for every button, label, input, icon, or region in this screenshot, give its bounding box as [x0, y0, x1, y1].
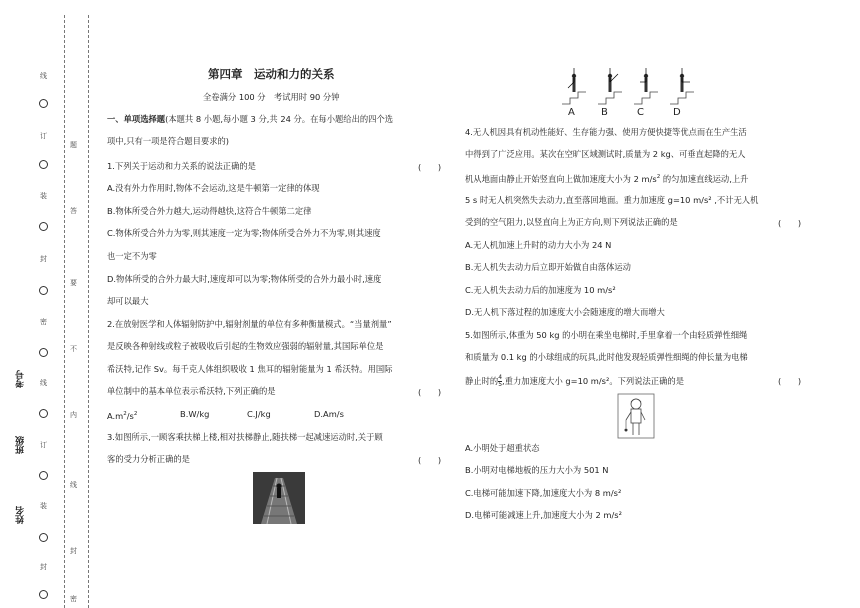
q1-stem: 1.下列关于运动和力关系的说法正确的是	[107, 161, 256, 171]
q3-line2: 客的受力分析正确的是	[107, 454, 190, 464]
q2-line3: 希沃特,记作 Sv。每千克人体组织吸收 1 焦耳的辐射能量为 1 希沃特。用国际	[107, 364, 393, 374]
q5-option-a: A.小明处于超重状态	[465, 443, 540, 453]
chapter-title: 第四章 运动和力的关系	[208, 67, 335, 81]
binding-char: 密	[40, 318, 47, 326]
q1-option-a: A.没有外力作用时,物体不会运动,这是牛顿第一定律的体现	[107, 183, 320, 193]
q4-option-d: D.无人机下落过程的加速度大小会随速度的增大而增大	[465, 307, 665, 317]
q2-option-a-sup2: 2	[133, 411, 138, 417]
binding-char: 线	[40, 379, 47, 387]
q4-line3-sup: 2	[656, 174, 661, 180]
q3-line1: 3.如图所示,一顾客乘扶梯上楼,相对扶梯静止,随扶梯一起减速运动时,关于顾	[107, 432, 383, 442]
binding-circle	[39, 590, 48, 599]
q1-option-c: C.物体所受合外力为零,则其速度一定为零;物体所受合外力不为零,则其速度	[107, 228, 381, 238]
binding-char: 封	[40, 255, 47, 263]
q1-option-d: D.物体所受的合外力最大时,速度却可以为零;物体所受的合外力最小时,速度	[107, 274, 382, 284]
binding-circle	[39, 409, 48, 418]
binding-circle	[39, 348, 48, 357]
q1-option-c-cont: 也一定不为零	[107, 251, 157, 261]
binding-char: 题	[70, 141, 77, 149]
binding-circle	[39, 286, 48, 295]
binding-char: 封	[70, 547, 77, 555]
elevator-boy-figure	[617, 393, 655, 439]
q1-option-b: B.物体所受合外力越大,运动得越快,这符合牛顿第二定律	[107, 206, 312, 216]
q2-option-a-mid: /s	[126, 410, 134, 421]
q4-answer-bracket: ( )	[778, 218, 802, 228]
q2-option-a	[107, 409, 137, 422]
q5-fraction-num: 4	[498, 374, 503, 381]
binding-char: 密	[70, 595, 77, 603]
section-intro-line2: 项中,只有一项是符合题目要求的)	[107, 136, 230, 146]
q1-option-d-cont: 却可以最大	[107, 296, 149, 306]
q5-line3	[465, 375, 684, 388]
binding-char: 答	[70, 207, 77, 215]
binding-char: 装	[40, 192, 47, 200]
q5-line3-a: 静止时的	[465, 376, 499, 386]
figure-choice-c: C	[637, 107, 644, 118]
binding-line-right	[88, 15, 89, 608]
section-heading: 一、单项选择题	[107, 114, 166, 124]
q4-line3-b: 的匀加速直线运动,上升	[660, 173, 749, 184]
binding-char: 订	[40, 441, 47, 449]
binding-char: 封	[40, 563, 47, 571]
q2-answer-bracket: ( )	[418, 387, 442, 397]
q5-line1: 5.如图所示,体重为 50 kg 的小明在乘坐电梯时,手里拿着一个由轻质弹性细绳	[465, 330, 748, 340]
q5-option-d: D.电梯可能减速上升,加速度大小为 2 m/s²	[465, 510, 622, 520]
q4-option-b: B.无人机失去动力后立即开始做自由落体运动	[465, 262, 631, 272]
binding-char: 订	[40, 132, 47, 140]
binding-line-left	[64, 15, 65, 608]
section-intro	[107, 114, 393, 125]
escalator-photo	[253, 472, 305, 524]
q4-line2: 中得到了广泛应用。某次在空旷区域测试时,质量为 2 kg、可垂直起降的无人	[465, 149, 746, 159]
elevator-boy-art	[617, 393, 655, 439]
binding-char: 要	[70, 279, 77, 287]
student-name-label: 姓名	[16, 506, 26, 524]
class-label: 班级	[16, 436, 26, 454]
q5-option-c: C.电梯可能加速下降,加速度大小为 8 m/s²	[465, 488, 622, 498]
q3-answer-bracket: ( )	[418, 455, 442, 465]
q2-line2: 是反映各种射线或粒子被吸收后引起的生物效应强弱的辐射量,其国际单位是	[107, 341, 384, 351]
binding-char: 不	[70, 345, 77, 353]
q4-line5: 受到的空气阻力,以竖直向上为正方向,则下列说法正确的是	[465, 217, 678, 227]
exam-number-label: 考号	[16, 370, 26, 388]
q2-option-a-sup1: 2	[123, 411, 127, 417]
force-diagram-art	[560, 66, 710, 106]
q5-line3-b: ,重力加速度大小 g=10 m/s²。下列说法正确的是	[502, 376, 684, 386]
q5-line2: 和质量为 0.1 kg 的小球组成的玩具,此时他发现轻质弹性细绳的伸长量为电梯	[465, 352, 748, 362]
q1-answer-bracket: ( )	[418, 162, 442, 172]
binding-char: 内	[70, 411, 77, 419]
q2-line1: 2.在放射医学和人体辐射防护中,辐射剂量的单位有多种衡量模式。“当量剂量”	[107, 319, 392, 329]
q5-answer-bracket: ( )	[778, 376, 802, 386]
q5-option-b: B.小明对电梯地板的压力大小为 501 N	[465, 465, 609, 475]
q2-option-d: D.Am/s	[314, 409, 344, 419]
binding-circle	[39, 222, 48, 231]
figure-choice-d: D	[673, 107, 681, 118]
q4-line3	[465, 172, 748, 185]
escalator-photo-art	[253, 472, 305, 524]
section-intro-line1: (本题共 8 小题,每小题 3 分,共 24 分。在每小题给出的四个选	[165, 114, 394, 124]
q2-line4: 单位制中的基本单位表示希沃特,下列正确的是	[107, 386, 276, 396]
figure-choice-a: A	[568, 107, 575, 118]
force-diagram-figures	[560, 66, 710, 106]
exam-subtitle: 全卷满分 100 分 考试用时 90 分钟	[203, 92, 340, 102]
q4-option-c: C.无人机失去动力后的加速度为 10 m/s²	[465, 285, 616, 295]
q2-option-b: B.W/kg	[180, 409, 210, 419]
q4-option-a: A.无人机加速上升时的动力大小为 24 N	[465, 240, 612, 250]
q5-fraction-den: 5	[498, 381, 503, 388]
binding-char: 线	[40, 72, 47, 80]
binding-char: 线	[70, 481, 77, 489]
q4-line4: 5 s 时无人机突然失去动力,直至落回地面。重力加速度 g=10 m/s² ,不计无人机	[465, 195, 759, 205]
figure-choice-b: B	[601, 107, 608, 118]
q4-line3-a: 机从地面由静止开始竖直向上做加速度大小为 2 m/s	[465, 173, 657, 184]
q2-option-c: C.J/kg	[247, 409, 271, 419]
q2-option-a-text: A.m	[107, 410, 124, 421]
binding-circle	[39, 471, 48, 480]
binding-circle	[39, 160, 48, 169]
q4-line1: 4.无人机因具有机动性能好、生存能力强、使用方便快捷等优点而在生产生活	[465, 127, 747, 137]
binding-char: 装	[40, 502, 47, 510]
binding-circle	[39, 533, 48, 542]
binding-circle	[39, 99, 48, 108]
